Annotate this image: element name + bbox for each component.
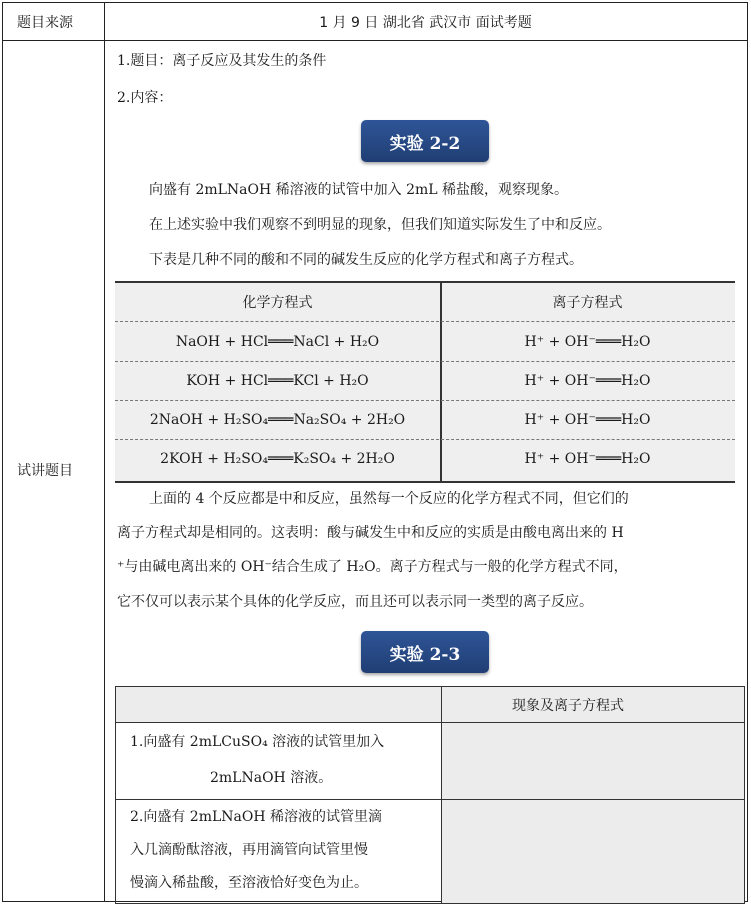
header-left-cell (116, 687, 442, 722)
step-2-line-3: 慢滴入稀盐酸，至溶液恰好变色为止。 (130, 875, 368, 891)
experiment-table-header (116, 687, 744, 723)
item-title: 1.题目：离子反应及其发生的条件 (117, 53, 327, 69)
question-table (2, 2, 748, 902)
ionic-equation: H⁺ + OH⁻═══H₂O (524, 451, 651, 467)
source-label: 题目来源 (17, 15, 73, 31)
experiment-2-2-badge: 实验 2-2 (361, 120, 489, 162)
experiment-2-3-table (115, 686, 745, 904)
step-2-line-2: 入几滴酚酞溶液，再用滴管向试管里慢 (130, 842, 368, 858)
table-row (115, 323, 735, 362)
paragraph-4-line-3: ⁺与由碱电离出来的 OH⁻结合生成了 H₂O。离子方程式与一般的化学方程式不同， (117, 559, 628, 575)
chemical-equation: KOH + HCl═══KCl + H₂O (186, 373, 369, 389)
chemical-equation: 2NaOH + H₂SO₄═══Na₂SO₄ + 2H₂O (149, 412, 406, 428)
source-value: 1 月 9 日 湖北省 武汉市 面试考题 (319, 15, 532, 31)
paragraph-4-line-4: 它不仅可以表示某个具体的化学反应，而且还可以表示同一类型的离子反应。 (117, 594, 593, 610)
paragraph-4-line-1: 上面的 4 个反应都是中和反应，虽然每一个反应的化学方程式不同，但它们的 (149, 491, 629, 507)
header-phenomenon: 现象及离子方程式 (512, 698, 624, 714)
header-right-cell (442, 687, 744, 722)
header-chemical-equation: 化学方程式 (242, 295, 313, 311)
chemical-equation: 2KOH + H₂SO₄═══K₂SO₄ + 2H₂O (160, 451, 395, 467)
table-row (115, 401, 735, 440)
step-2-line-1: 2.向盛有 2mLNaOH 稀溶液的试管里滴 (130, 809, 383, 825)
experiment-2-3-badge: 实验 2-3 (361, 631, 489, 673)
topic-content (105, 41, 747, 901)
step-1-line-2: 2mLNaOH 溶液。 (210, 770, 333, 786)
paragraph-1: 向盛有 2mLNaOH 稀溶液的试管中加入 2mL 稀盐酸，观察现象。 (149, 182, 569, 198)
ionic-equation: H⁺ + OH⁻═══H₂O (524, 373, 651, 389)
table-row (116, 800, 744, 903)
chemical-equation: NaOH + HCl═══NaCl + H₂O (175, 334, 380, 350)
experiment-step-cell (116, 723, 442, 799)
topic-label: 试讲题目 (17, 463, 73, 479)
table-row (115, 362, 735, 401)
paragraph-2: 在上述实验中我们观察不到明显的现象，但我们知道实际发生了中和反应。 (149, 217, 611, 233)
equation-table-header (115, 283, 735, 322)
step-1-line-1: 1.向盛有 2mLCuSO₄ 溶液的试管里加入 (130, 734, 385, 750)
ionic-equation: H⁺ + OH⁻═══H₂O (524, 334, 651, 350)
result-cell (442, 800, 744, 903)
header-ionic-equation: 离子方程式 (552, 295, 623, 311)
ionic-equation: H⁺ + OH⁻═══H₂O (524, 412, 651, 428)
paragraph-4-line-2: 离子方程式却是相同的。这表明：酸与碱发生中和反应的实质是由酸电离出来的 H (117, 525, 624, 541)
table-row (116, 723, 744, 800)
result-cell (442, 723, 744, 799)
table-row (115, 440, 735, 478)
equation-table (115, 281, 735, 483)
item-content-label: 2.内容： (117, 90, 173, 106)
experiment-step-cell (116, 800, 442, 903)
paragraph-3: 下表是几种不同的酸和不同的碱发生反应的化学方程式和离子方程式。 (149, 252, 583, 268)
